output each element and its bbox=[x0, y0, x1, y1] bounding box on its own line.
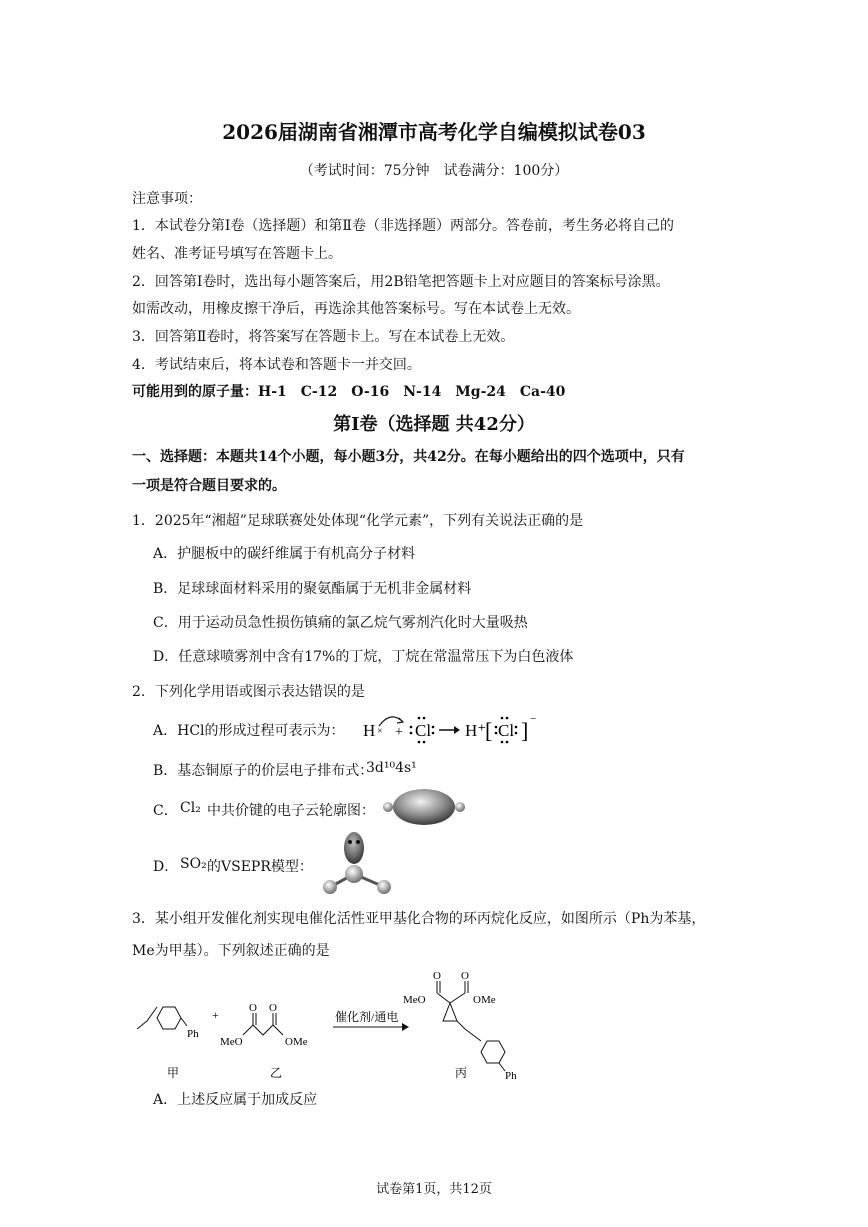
section-intro: 一项是符合题目要求的。 bbox=[132, 478, 286, 494]
page-title: 2026届湖南省湘潭市高考化学自编模拟试卷03 bbox=[222, 120, 646, 144]
bracket-left: [ bbox=[485, 718, 493, 743]
q2-option-d: 的VSEPR模型： bbox=[207, 859, 313, 875]
reaction-scheme bbox=[125, 965, 565, 1090]
cu-electron-config: 3d¹⁰4s¹ bbox=[366, 760, 417, 776]
exam-info: （考试时间：75分钟 试卷满分：100分） bbox=[299, 163, 569, 179]
ome-label: OMe bbox=[285, 1036, 308, 1048]
q2-option-a: A．HCl的形成过程可表示为： bbox=[153, 723, 345, 739]
compound-label: 丙 bbox=[455, 1066, 468, 1080]
q2-option-c-label: C． bbox=[153, 803, 178, 819]
compound-label: 甲 bbox=[167, 1066, 180, 1080]
oxygen-label: O bbox=[461, 970, 469, 982]
bracket-right: ] bbox=[521, 718, 529, 743]
note-line: 3．回答第Ⅱ卷时，将答案写在答题卡上。写在本试卷上无效。 bbox=[132, 329, 515, 345]
q3-option-a: A．上述反应属于加成反应 bbox=[153, 1092, 318, 1108]
question-3-stem-cont: Me为甲基）。下列叙述正确的是 bbox=[132, 943, 330, 959]
chlorine-symbol: Cl bbox=[415, 721, 432, 740]
oxygen-label: O bbox=[249, 1002, 257, 1014]
meo-label: MeO bbox=[403, 994, 426, 1006]
section-intro: 一、选择题：本题共14个小题，每小题3分，共42分。在每小题给出的四个选项中，只有 bbox=[132, 449, 685, 465]
q1-option-d: D．任意球喷雾剂中含有17%的丁烷，丁烷在常温常压下为白色液体 bbox=[153, 649, 574, 665]
meo-label: MeO bbox=[220, 1036, 243, 1048]
section-heading: 第Ⅰ卷（选择题 共42分） bbox=[333, 414, 535, 435]
page-footer: 试卷第1页，共12页 bbox=[376, 1182, 492, 1197]
q2-option-c: 中共价键的电子云轮廓图： bbox=[207, 803, 375, 819]
note-line: 1．本试卷分第Ⅰ卷（选择题）和第Ⅱ卷（非选择题）两部分。答卷前，考生务必将自己的 bbox=[132, 218, 674, 234]
note-line: 4．考试结束后，将本试卷和答题卡一并交回。 bbox=[132, 357, 421, 373]
q1-option-b: B．足球球面材料采用的聚氨酯属于无机非金属材料 bbox=[153, 581, 472, 597]
hydrogen-symbol: H bbox=[363, 721, 376, 740]
q1-option-a: A．护腿板中的碳纤维属于有机高分子材料 bbox=[153, 546, 416, 562]
electron-cloud-image bbox=[378, 785, 470, 829]
oxygen-label: O bbox=[269, 1002, 277, 1014]
ph-label: Ph bbox=[505, 1070, 517, 1082]
question-2-stem: 2．下列化学用语或图示表达错误的是 bbox=[132, 684, 365, 700]
ph-label: Ph bbox=[187, 1028, 199, 1040]
question-1-stem: 1．2025年“湘超”足球联赛处处体现“化学元素”，下列有关说法正确的是 bbox=[132, 513, 584, 529]
q2-option-b: B．基态铜原子的价层电子排布式： bbox=[153, 763, 374, 779]
chloride-symbol: Cl bbox=[498, 721, 515, 740]
q1-option-c: C．用于运动员急性损伤镇痛的氯乙烷气雾剂汽化时大量吸热 bbox=[153, 615, 528, 631]
ome-label: OMe bbox=[473, 994, 496, 1006]
question-3-stem: 3．某小组开发催化剂实现电催化活性亚甲基化合物的环丙烷化反应，如图所示（Ph为苯基， bbox=[132, 911, 706, 927]
note-line: 如需改动，用橡皮擦干净后，再选涂其他答案标号。写在本试卷上无效。 bbox=[132, 301, 580, 317]
plus-sign: + bbox=[212, 1008, 219, 1022]
note-line: 姓名、准考证号填写在答题卡上。 bbox=[132, 246, 342, 262]
note-line: 2．回答第Ⅰ卷时，选出每小题答案后，用2B铅笔把答题卡上对应题目的答案标号涂黑。 bbox=[132, 274, 670, 290]
reaction-condition: 催化剂/通电 bbox=[335, 1010, 399, 1024]
atomic-mass-line: 可能用到的原子量：H-1 C-12 O-16 N-14 Mg-24 Ca-40 bbox=[132, 384, 566, 400]
q2-option-d-label: D． bbox=[153, 859, 179, 875]
hydrogen-ion: H⁺ bbox=[465, 721, 487, 740]
compound-label: 乙 bbox=[270, 1066, 283, 1080]
so2-formula: SO₂ bbox=[180, 856, 207, 872]
hcl-formation-diagram bbox=[355, 706, 555, 750]
oxygen-label: O bbox=[433, 970, 441, 982]
electron-cross: × bbox=[377, 726, 383, 737]
plus-sign: + bbox=[395, 725, 403, 740]
notes-heading: 注意事项： bbox=[132, 191, 202, 207]
vsepr-model-image bbox=[318, 830, 400, 900]
charge-sign: − bbox=[530, 713, 537, 725]
cl2-formula: Cl₂ bbox=[180, 800, 201, 816]
